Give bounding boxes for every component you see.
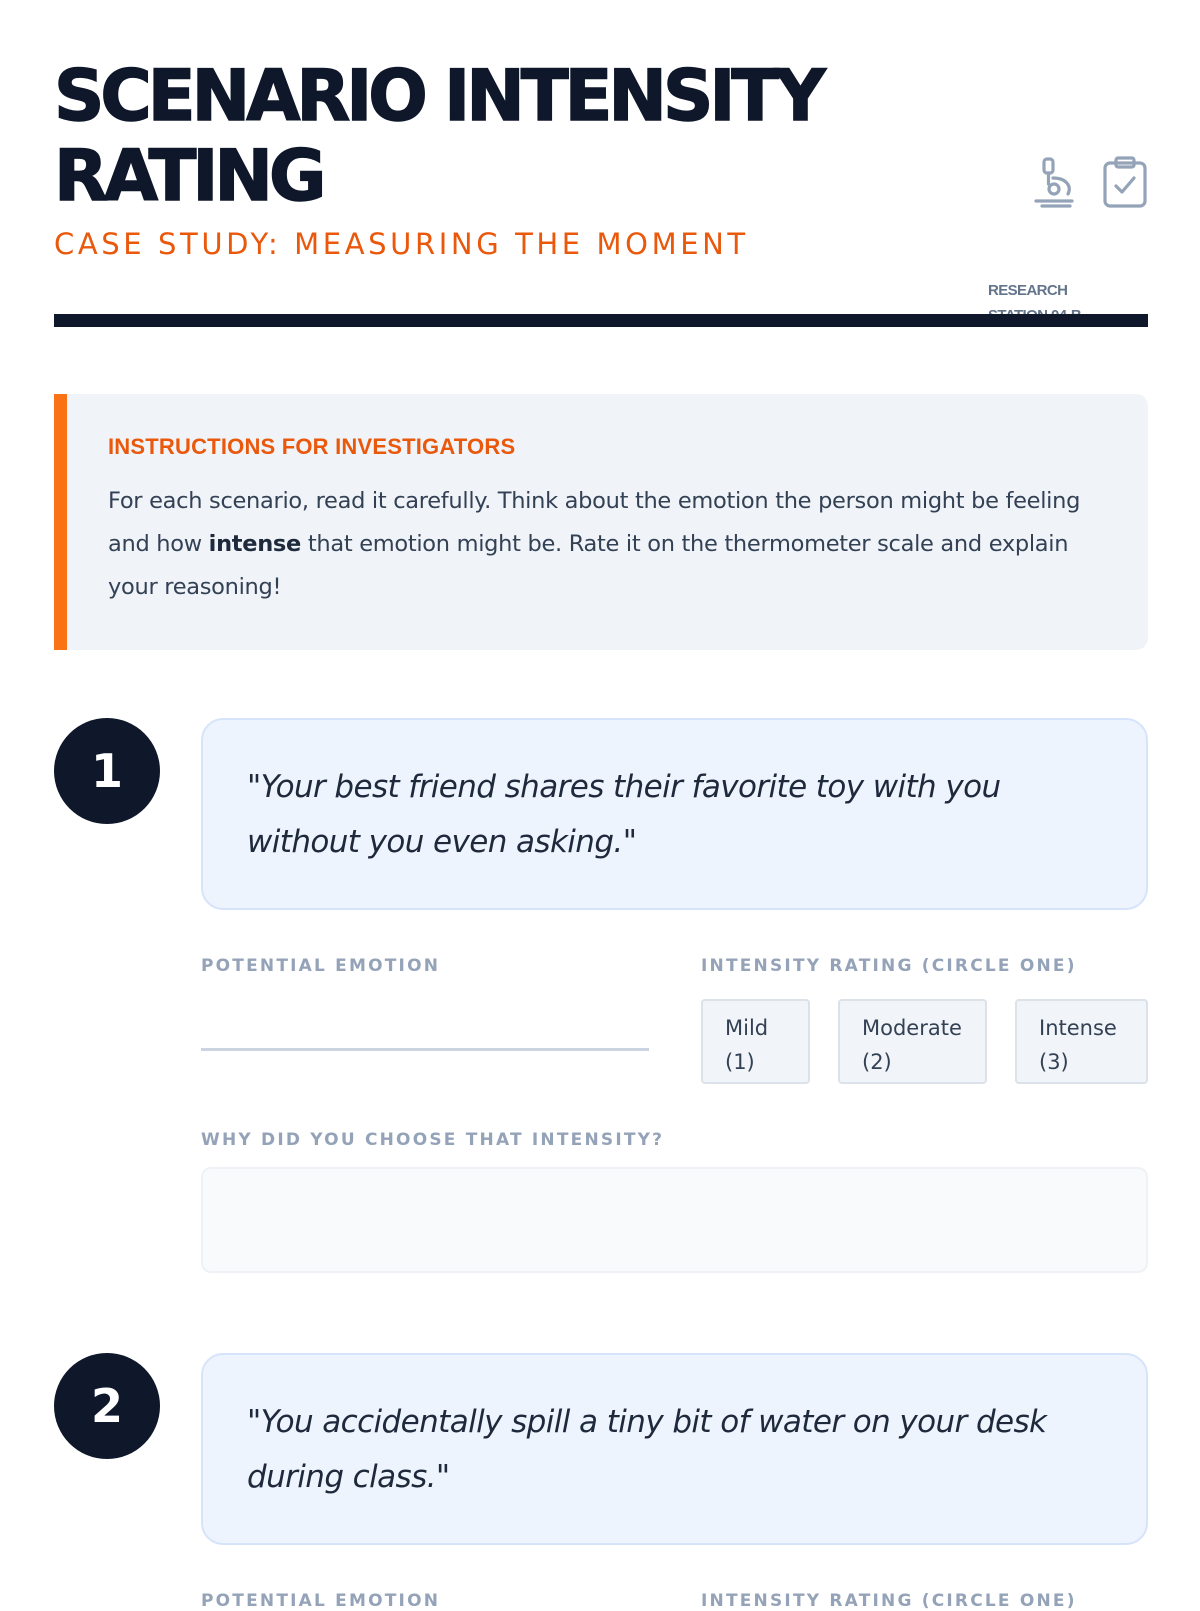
instructions-text-start: For each scenario, read it carefully. Think about the emotion the person might be feeling and how [108, 488, 1081, 557]
intensity-rating-label: INTENSITY RATING (CIRCLE ONE) [701, 1591, 1077, 1611]
rating-option-moderate[interactable] [838, 999, 987, 1084]
rating-option-intense[interactable] [1015, 999, 1148, 1084]
why-label: WHY DID YOU CHOOSE THAT INTENSITY? [201, 1130, 665, 1150]
potential-emotion-label: POTENTIAL EMOTION [201, 1591, 441, 1611]
intensity-rating-label: INTENSITY RATING (CIRCLE ONE) [701, 956, 1077, 976]
station-line-1: RESEARCH [988, 282, 1068, 299]
potential-emotion-input[interactable] [201, 1048, 649, 1051]
rating-option-mild[interactable] [701, 999, 810, 1084]
instructions-box [54, 394, 1148, 650]
rating-option-score: (2) [862, 1050, 892, 1074]
scenario-card [54, 1353, 1148, 1611]
page-title: SCENARIO INTENSITY RATING [54, 55, 822, 217]
intensity-rating-options [701, 999, 1148, 1084]
instructions-text-end: that emotion might be. Rate it on the thermometer scale and explain your reasoning! [108, 531, 1069, 600]
rating-option-word: Intense [1039, 1016, 1117, 1040]
potential-emotion-label: POTENTIAL EMOTION [201, 956, 441, 976]
rating-option-word: Mild [725, 1016, 769, 1040]
instructions-heading: INSTRUCTIONS FOR INVESTIGATORS [108, 434, 516, 459]
scenario-number-badge: 1 [54, 718, 160, 824]
rating-option-word: Moderate [862, 1016, 962, 1040]
instructions-text-bold: intense [208, 531, 301, 557]
scenario-quote: "You accidentally spill a tiny bit of water on your desk during class." [201, 1353, 1148, 1545]
header-divider [54, 314, 1148, 327]
why-answer-box[interactable] [201, 1167, 1148, 1273]
worksheet-header [54, 55, 1148, 299]
page-subtitle: CASE STUDY: MEASURING THE MOMENT [54, 227, 749, 261]
rating-option-score: (3) [1039, 1050, 1069, 1074]
rating-option-score: (1) [725, 1050, 755, 1074]
microscope-icon [1030, 156, 1078, 208]
header-icons [988, 156, 1148, 306]
scenario-card [54, 718, 1148, 1278]
instructions-text [108, 480, 1088, 609]
clipboard-check-icon [1102, 156, 1148, 208]
scenario-number-badge: 2 [54, 1353, 160, 1459]
scenario-quote: "Your best friend shares their favorite toy with you without you even asking." [201, 718, 1148, 910]
